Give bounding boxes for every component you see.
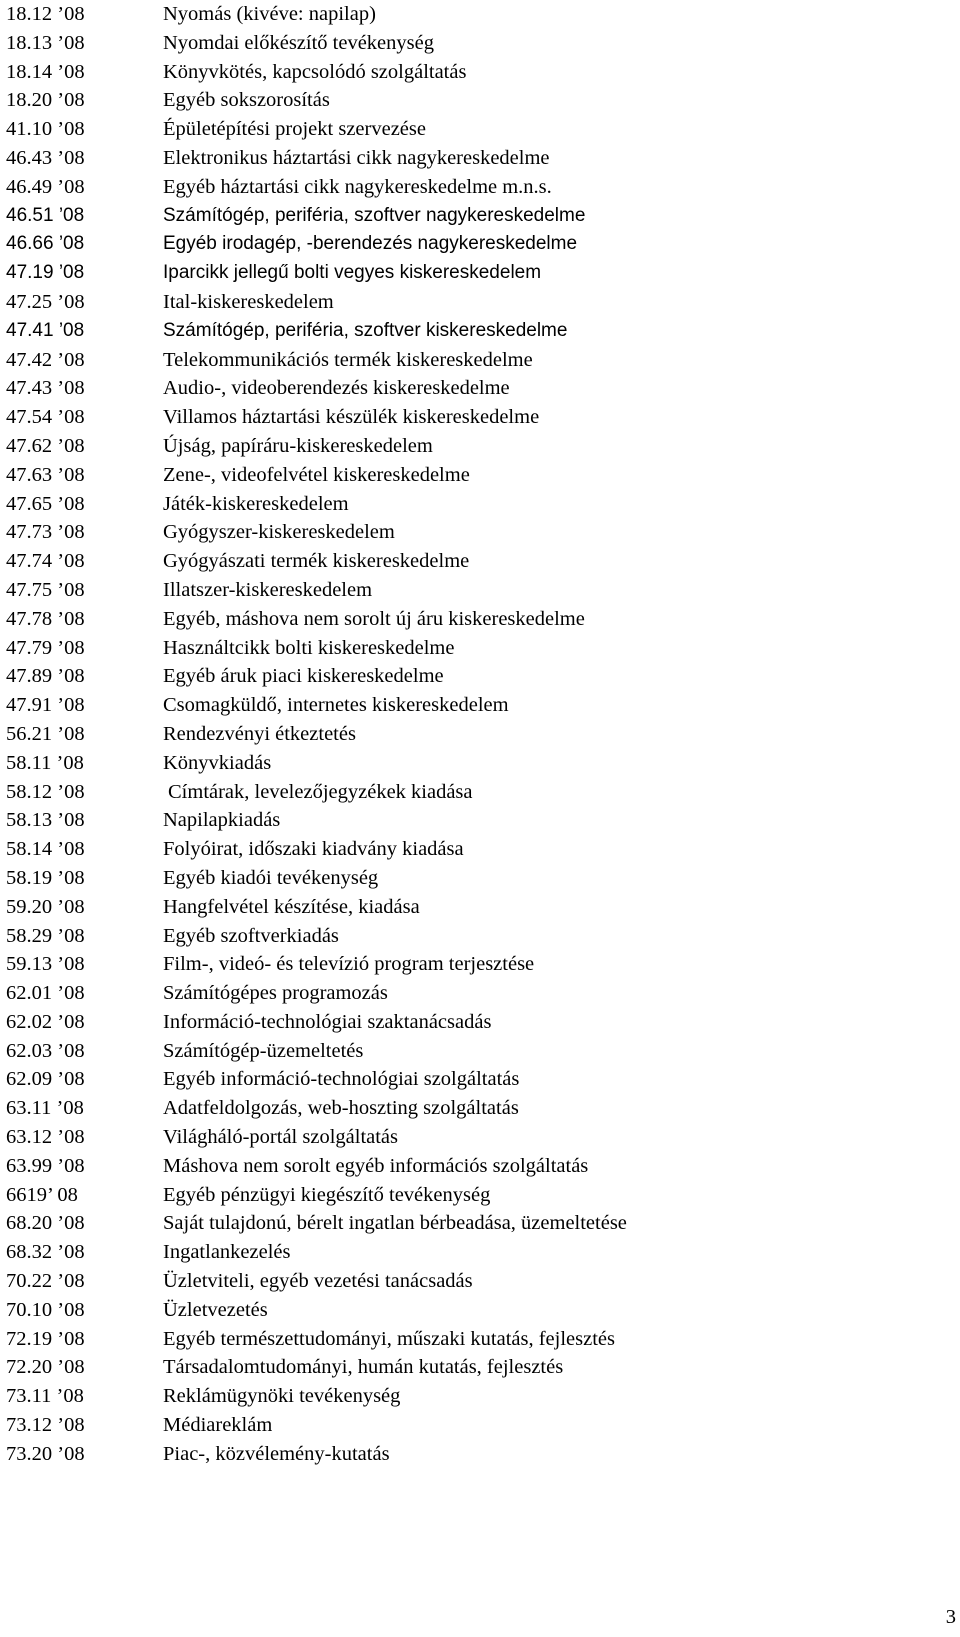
activity-code: 62.09 ’08 [6,1068,85,1091]
activity-code: 47.79 ’08 [6,636,85,659]
list-item [6,346,946,375]
activity-code: 47.73 ’08 [6,521,85,544]
activity-description: Számítógép, periféria, szoftver nagykereskedelme [163,204,586,226]
list-item [6,835,946,864]
activity-description: Saját tulajdonú, bérelt ingatlan bérbeadása, üzemeltetése [163,1212,627,1235]
activity-code: 63.99 ’08 [6,1154,85,1177]
activity-description: Telekommunikációs termék kiskereskedelme [163,348,533,371]
activity-code: 72.20 ’08 [6,1356,85,1379]
list-item [6,864,946,893]
activity-code: 47.89 ’08 [6,665,85,688]
list-item [6,1353,946,1382]
list-item [6,1209,946,1238]
list-item [6,86,946,115]
activity-description: Csomagküldő, internetes kiskereskedelem [163,694,509,717]
activity-code: 58.12 ’08 [6,780,85,803]
activity-description: Könyvkötés, kapcsolódó szolgáltatás [163,60,467,83]
activity-code: 58.14 ’08 [6,838,85,861]
activity-description: Világháló-portál szolgáltatás [163,1126,399,1149]
list-item [6,1382,946,1411]
activity-code: 47.54 ’08 [6,406,85,429]
list-item [6,1037,946,1066]
list-item [6,691,946,720]
activity-code: 47.63 ’08 [6,463,85,486]
activity-description: Villamos háztartási készülék kiskereskedelme [163,406,540,429]
activity-description: Nyomás (kivéve: napilap) [163,3,376,25]
list-item [6,1238,946,1267]
list-item [6,173,946,202]
activity-description: Film-, videó- és televízió program terjesztése [163,953,535,976]
list-item [6,1411,946,1440]
activity-code: 62.01 ’08 [6,982,85,1005]
list-item [6,605,946,634]
list-item [6,979,946,1008]
activity-description: Címtárak, levelezőjegyzékek kiadása [168,780,473,803]
activity-description: Egyéb sokszorosítás [163,89,330,112]
activity-description: Egyéb információ-technológiai szolgáltatás [163,1068,520,1091]
list-item [6,1008,946,1037]
activity-code: 47.41 ’08 [6,319,85,341]
list-item [6,461,946,490]
activity-description: Ital-kiskereskedelem [163,290,334,313]
activity-code: 47.19 ’08 [6,262,85,284]
activity-code: 58.13 ’08 [6,809,85,832]
activity-description: Ingatlankezelés [163,1241,291,1264]
activity-description: Gyógyászati termék kiskereskedelme [163,550,470,573]
list-item [6,58,946,87]
activity-code: 47.43 ’08 [6,377,85,400]
activity-description: Gyógyszer-kiskereskedelem [163,521,395,544]
activity-code: 47.91 ’08 [6,694,85,717]
list-item [6,662,946,691]
activity-code: 47.78 ’08 [6,607,85,630]
activity-code: 6619’ 08 [6,1183,78,1206]
activity-description: Egyéb háztartási cikk nagykereskedelme m.n.s. [163,175,552,198]
activity-code: 18.12 ’08 [6,3,85,25]
list-item [6,518,946,547]
activity-code: 46.51 ’08 [6,204,85,226]
list-item [6,317,946,346]
activity-code: 47.42 ’08 [6,348,85,371]
activity-description: Számítógép, periféria, szoftver kiskereskedelme [163,319,568,341]
activity-description: Folyóirat, időszaki kiadvány kiadása [163,838,464,861]
list-item [6,720,946,749]
page-number: 3 [945,1606,956,1628]
activity-code: 46.49 ’08 [6,175,85,198]
activity-description: Épületépítési projekt szervezése [163,118,426,141]
activity-code: 58.19 ’08 [6,866,85,889]
activity-description: Használtcikk bolti kiskereskedelme [163,636,455,659]
list-item [6,1152,946,1181]
list-item [6,1123,946,1152]
activity-description: Napilapkiadás [163,809,281,832]
activity-description: Számítógép-üzemeltetés [163,1039,364,1062]
activity-description: Illatszer-kiskereskedelem [163,578,373,601]
list-item [6,202,946,231]
list-item [6,403,946,432]
activity-code: 68.32 ’08 [6,1241,85,1264]
list-item [6,29,946,58]
activity-code: 56.21 ’08 [6,722,85,745]
activity-code: 62.03 ’08 [6,1039,85,1062]
activity-code: 58.29 ’08 [6,924,85,947]
list-item [6,490,946,519]
activity-description: Adatfeldolgozás, web-hoszting szolgáltatás [163,1097,519,1120]
activity-description: Üzletvezetés [163,1298,268,1321]
activity-code: 47.75 ’08 [6,578,85,601]
activity-code: 47.74 ’08 [6,550,85,573]
list-item [6,144,946,173]
list-item [6,778,946,807]
activity-code: 73.12 ’08 [6,1414,85,1437]
activity-description: Iparcikk jellegű bolti vegyes kiskereskedelem [163,262,542,284]
list-item [6,1325,946,1354]
activity-description: Médiareklám [163,1414,273,1437]
activity-description: Hangfelvétel készítése, kiadása [163,895,420,918]
activity-code: 59.13 ’08 [6,953,85,976]
activity-description: Játék-kiskereskedelem [163,492,349,515]
list-item [6,230,946,259]
activity-description: Számítógépes programozás [163,982,388,1005]
activity-code: 59.20 ’08 [6,895,85,918]
list-item [6,576,946,605]
activity-code: 47.65 ’08 [6,492,85,515]
activity-code: 18.14 ’08 [6,60,85,83]
activity-description: Könyvkiadás [163,751,272,774]
activity-description: Egyéb irodagép, -berendezés nagykereskedelme [163,233,578,255]
activity-code-list [6,0,946,1469]
activity-description: Rendezvényi étkeztetés [163,722,356,745]
activity-description: Audio-, videoberendezés kiskereskedelme [163,377,510,400]
activity-description: Egyéb szoftverkiadás [163,924,339,947]
list-item [6,634,946,663]
activity-description: Elektronikus háztartási cikk nagykereskedelme [163,146,550,169]
activity-code: 46.43 ’08 [6,146,85,169]
activity-code: 70.22 ’08 [6,1270,85,1293]
activity-code: 68.20 ’08 [6,1212,85,1235]
activity-code: 70.10 ’08 [6,1298,85,1321]
list-item [6,806,946,835]
list-item [6,893,946,922]
list-item [6,115,946,144]
activity-code: 47.62 ’08 [6,434,85,457]
list-item [6,547,946,576]
activity-code: 47.25 ’08 [6,290,85,313]
activity-description: Egyéb pénzügyi kiegészítő tevékenység [163,1183,491,1206]
list-item [6,922,946,951]
activity-description: Újság, papíráru-kiskereskedelem [163,434,433,457]
activity-code: 58.11 ’08 [6,751,84,774]
list-item [6,749,946,778]
activity-description: Egyéb, máshova nem sorolt új áru kiskereskedelme [163,607,585,630]
activity-code: 62.02 ’08 [6,1010,85,1033]
activity-code: 63.11 ’08 [6,1097,84,1120]
list-item [6,950,946,979]
list-item [6,374,946,403]
activity-code: 73.20 ’08 [6,1442,85,1465]
list-item [6,259,946,288]
activity-code: 41.10 ’08 [6,118,85,141]
list-item [6,432,946,461]
activity-code: 72.19 ’08 [6,1327,85,1350]
list-item [6,1065,946,1094]
activity-code: 18.20 ’08 [6,89,85,112]
activity-description: Egyéb áruk piaci kiskereskedelme [163,665,444,688]
list-item [6,1094,946,1123]
activity-description: Reklámügynöki tevékenység [163,1385,401,1408]
activity-code: 46.66 ’08 [6,233,85,255]
list-item [6,1440,946,1469]
activity-description: Egyéb kiadói tevékenység [163,866,379,889]
list-item [6,1267,946,1296]
activity-description: Máshova nem sorolt egyéb információs szolgáltatás [163,1154,589,1177]
list-item [6,0,946,29]
activity-description: Nyomdai előkészítő tevékenység [163,31,434,54]
activity-code: 63.12 ’08 [6,1126,85,1149]
list-item [6,1181,946,1210]
activity-description: Társadalomtudományi, humán kutatás, fejlesztés [163,1356,564,1379]
list-item [6,288,946,317]
activity-description: Zene-, videofelvétel kiskereskedelme [163,463,470,486]
activity-code: 18.13 ’08 [6,31,85,54]
activity-description: Egyéb természettudományi, műszaki kutatás, fejlesztés [163,1327,615,1350]
list-item [6,1296,946,1325]
activity-code: 73.11 ’08 [6,1385,84,1408]
activity-description: Üzletviteli, egyéb vezetési tanácsadás [163,1270,473,1293]
activity-description: Információ-technológiai szaktanácsadás [163,1010,492,1033]
activity-description: Piac-, közvélemény-kutatás [163,1442,390,1465]
